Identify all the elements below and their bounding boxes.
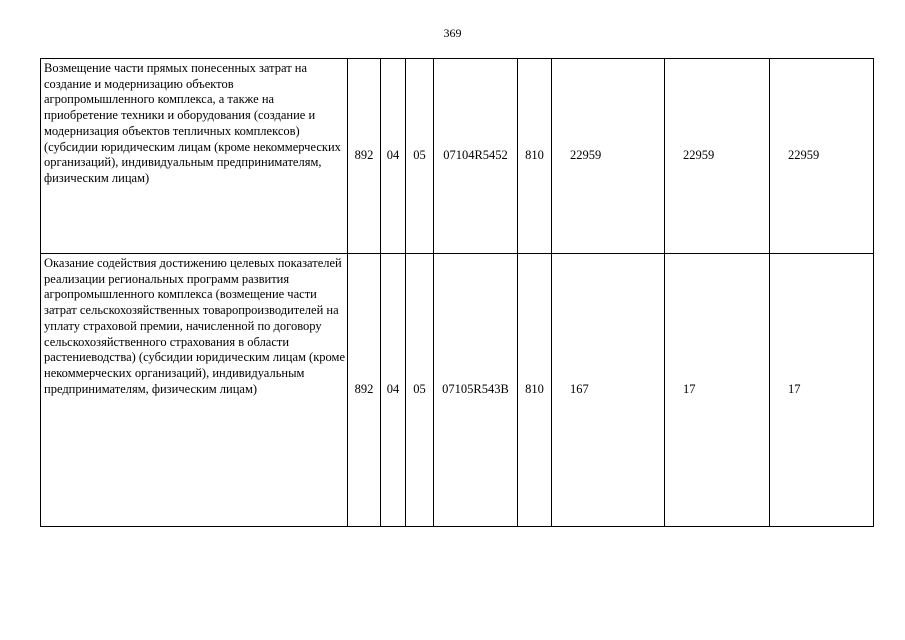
amount-year-1: 167: [552, 254, 665, 527]
amount-year-3: 22959: [770, 59, 874, 254]
page-number: 369: [443, 26, 462, 40]
section-code: 04: [381, 59, 406, 254]
target-article-code: 07104R5452: [434, 59, 518, 254]
amount-year-2: 17: [665, 254, 770, 527]
amount-year-1: 22959: [552, 59, 665, 254]
amount-year-3: 17: [770, 254, 874, 527]
expense-type-code: 810: [518, 254, 552, 527]
row-description: Возмещение части прямых понесенных затрат на создание и модернизацию объектов агропромышленного комплекса, а также на приобретение техники и оборудования (создание и модернизация объектов тепличных комплексов) (субсидии юридическим лицам (кроме некоммерческих организаций), индивидуальным предпринимателям, физическим лицам): [41, 59, 348, 254]
table-row: [41, 254, 874, 527]
row-description: Оказание содействия достижению целевых показателей реализации региональных программ развития агропромышленного комплекса (возмещение части затрат сельскохозяйственных товаропроизводителей на уплату страховой премии, начисленной по договору сельскохозяйственного страхования в области растениеводства) (субсидии юридическим лицам (кроме некоммерческих организаций), индивидуальным предпринимателям, физическим лицам): [41, 254, 348, 527]
expense-type-code: 810: [518, 59, 552, 254]
table-row: [41, 59, 874, 254]
ministry-code: 892: [348, 59, 381, 254]
section-code: 04: [381, 254, 406, 527]
ministry-code: 892: [348, 254, 381, 527]
subsection-code: 05: [406, 59, 434, 254]
subsection-code: 05: [406, 254, 434, 527]
budget-table: [40, 58, 874, 527]
amount-year-2: 22959: [665, 59, 770, 254]
target-article-code: 07105R543B: [434, 254, 518, 527]
